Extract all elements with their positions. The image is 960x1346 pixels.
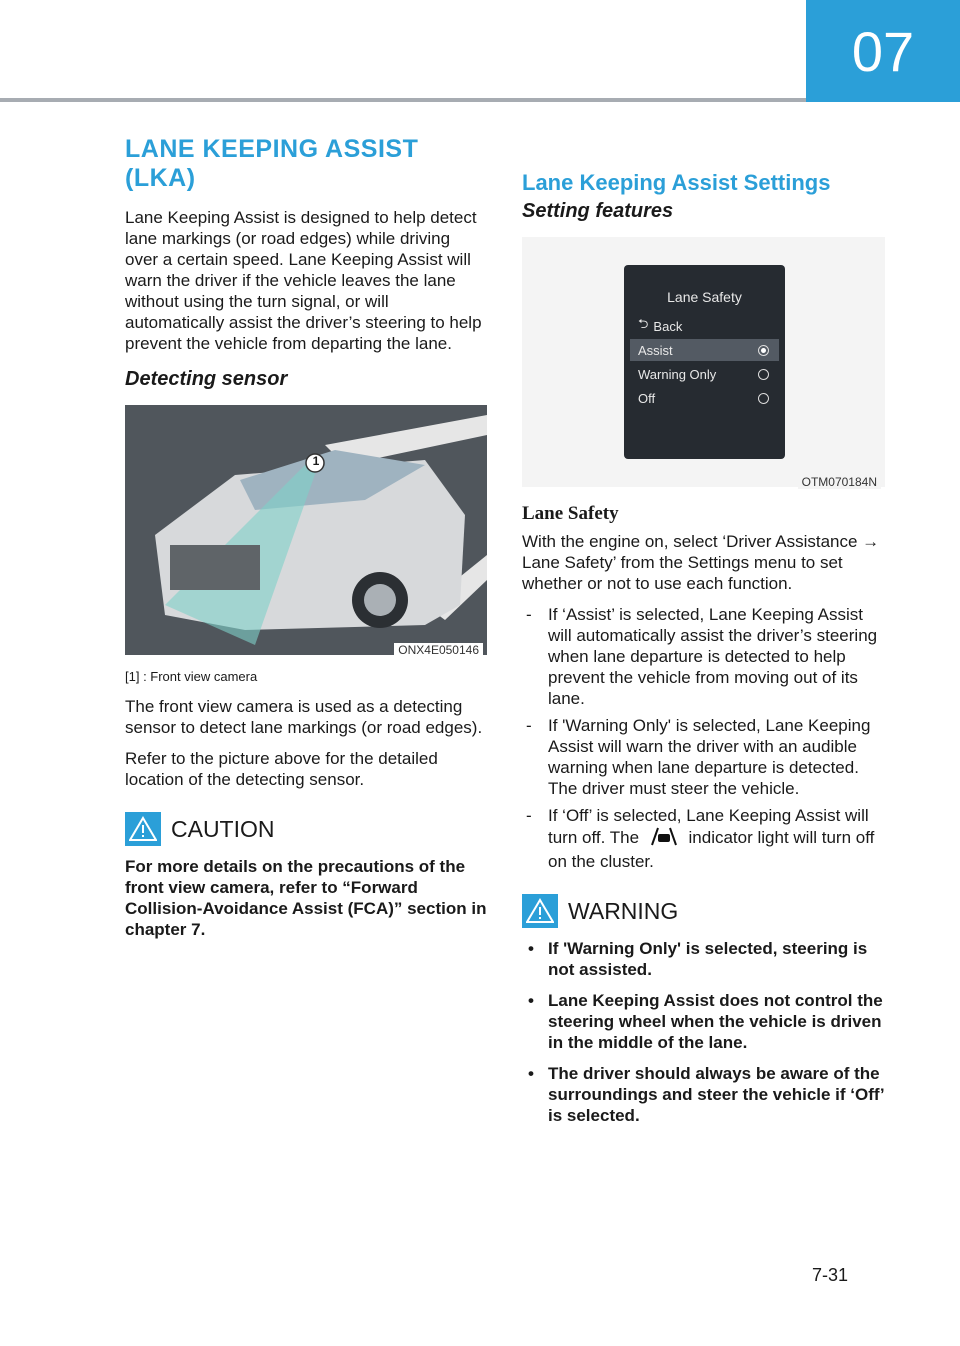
back-row <box>630 315 779 337</box>
list-item: - If 'Warning Only' is selected, Lane Keeping Assist will warn the driver with an audible warning when lane departure is detected. The driver must steer the vehicle. <box>526 716 871 798</box>
warning-triangle-icon <box>125 812 161 846</box>
list-item: • The driver should always be aware of the surroundings and steer the vehicle if ‘Off’ is selected. <box>528 1064 884 1125</box>
intro-paragraph: Lane Keeping Assist is designed to help detect lane markings (or road edges) while driving over a certain speed. Lane Keeping Assist will warn the driver if the vehicle leaves the lane without using the turn signal, or will automatically assist the driver’s steering to help prevent the vehicle from departing the lane. <box>125 208 482 353</box>
option-warning-only <box>630 363 779 385</box>
setting-features-heading: Setting features <box>522 200 674 222</box>
radio-icon <box>758 393 769 404</box>
list-item-text: If 'Warning Only' is selected, Lane Keeping Assist will warn the driver with an audible warning when lane departure is detected. The driver must steer the vehicle. <box>548 716 871 798</box>
list-item-text: indicator light will turn off on the cluster. <box>548 827 875 871</box>
location-paragraph: Refer to the picture above for the detailed location of the detecting sensor. <box>125 749 438 789</box>
caution-title: CAUTION <box>171 815 275 842</box>
warning-title: WARNING <box>568 897 679 924</box>
back-label: Back <box>653 318 683 334</box>
warning-header <box>522 894 887 928</box>
list-item: • Lane Keeping Assist does not control the steering wheel when the vehicle is driven in the middle of the lane. <box>528 991 883 1052</box>
settings-heading: Lane Keeping Assist Settings <box>522 170 831 195</box>
car-illustration <box>125 405 487 655</box>
option-label: Assist <box>638 342 673 358</box>
lane-safety-label: Lane Safety <box>522 503 619 524</box>
option-off <box>630 387 779 409</box>
option-label: Warning Only <box>638 366 717 382</box>
chapter-number: 07 <box>851 19 915 83</box>
warning-list <box>522 938 887 1126</box>
warning-triangle-icon <box>522 894 558 928</box>
screen-title: Lane Safety <box>667 289 742 305</box>
list-item-text: If ‘Off’ is selected, Lane Keeping Assist will turn off. The <box>548 806 869 847</box>
caution-text: For more details on the precautions of the front view camera, refer to “Forward Collision-Avoidance Assist (FCA)” section in chapter 7. <box>125 857 487 939</box>
figure-caption: [1] : Front view camera <box>125 669 258 684</box>
back-arrow-icon: ⮌ <box>638 316 649 331</box>
camera-paragraph: The front view camera is used as a detecting sensor to detect lane markings (or road edges). <box>125 697 483 737</box>
callout-number: 1 <box>312 454 320 468</box>
left-column <box>125 135 487 940</box>
list-item-text: The driver should always be aware of the surroundings and steer the vehicle if ‘Off’ is selected. <box>548 1064 884 1125</box>
list-item: - If ‘Off’ is selected, Lane Keeping Assist will turn off. The indicator light will turn off on the cluster. <box>526 806 875 871</box>
detecting-sensor-heading: Detecting sensor <box>125 368 288 390</box>
image-code: ONX4E050146 <box>394 643 483 657</box>
list-item-text: If ‘Assist’ is selected, Lane Keeping Assist will automatically assist the driver’s steering when lane departure is detected to help prevent the vehicle from moving out of its lane. <box>548 605 878 708</box>
option-label: Off <box>638 390 656 406</box>
page-number: 7-31 <box>812 1265 849 1285</box>
header-rule <box>0 98 806 102</box>
option-assist <box>630 339 779 361</box>
section-heading: LANE KEEPING ASSIST (LKA) <box>125 135 419 192</box>
settings-paragraph: With the engine on, select ‘Driver Assistance → Lane Safety’ from the Settings menu to set whether or not to use each function. <box>522 532 880 593</box>
cluster-screen <box>624 265 785 459</box>
option-list <box>522 604 887 872</box>
radio-icon <box>758 369 769 380</box>
settings-figure <box>522 237 885 487</box>
chapter-tab <box>806 0 960 102</box>
lane-indicator-icon <box>644 826 684 851</box>
right-column <box>522 170 887 1136</box>
car-figure <box>125 405 487 655</box>
list-item-text: Lane Keeping Assist does not control the steering wheel when the vehicle is driven in the middle of the lane. <box>548 991 883 1052</box>
list-item-text: If 'Warning Only' is selected, steering is not assisted. <box>548 939 868 979</box>
list-item: - If ‘Assist’ is selected, Lane Keeping Assist will automatically assist the driver’s steering when lane departure is detected to help prevent the vehicle from moving out of its lane. <box>526 605 878 708</box>
image-code: OTM070184N <box>798 475 881 489</box>
list-item: • If 'Warning Only' is selected, steering is not assisted. <box>528 939 868 979</box>
caution-header <box>125 812 487 846</box>
radio-icon <box>758 345 769 356</box>
